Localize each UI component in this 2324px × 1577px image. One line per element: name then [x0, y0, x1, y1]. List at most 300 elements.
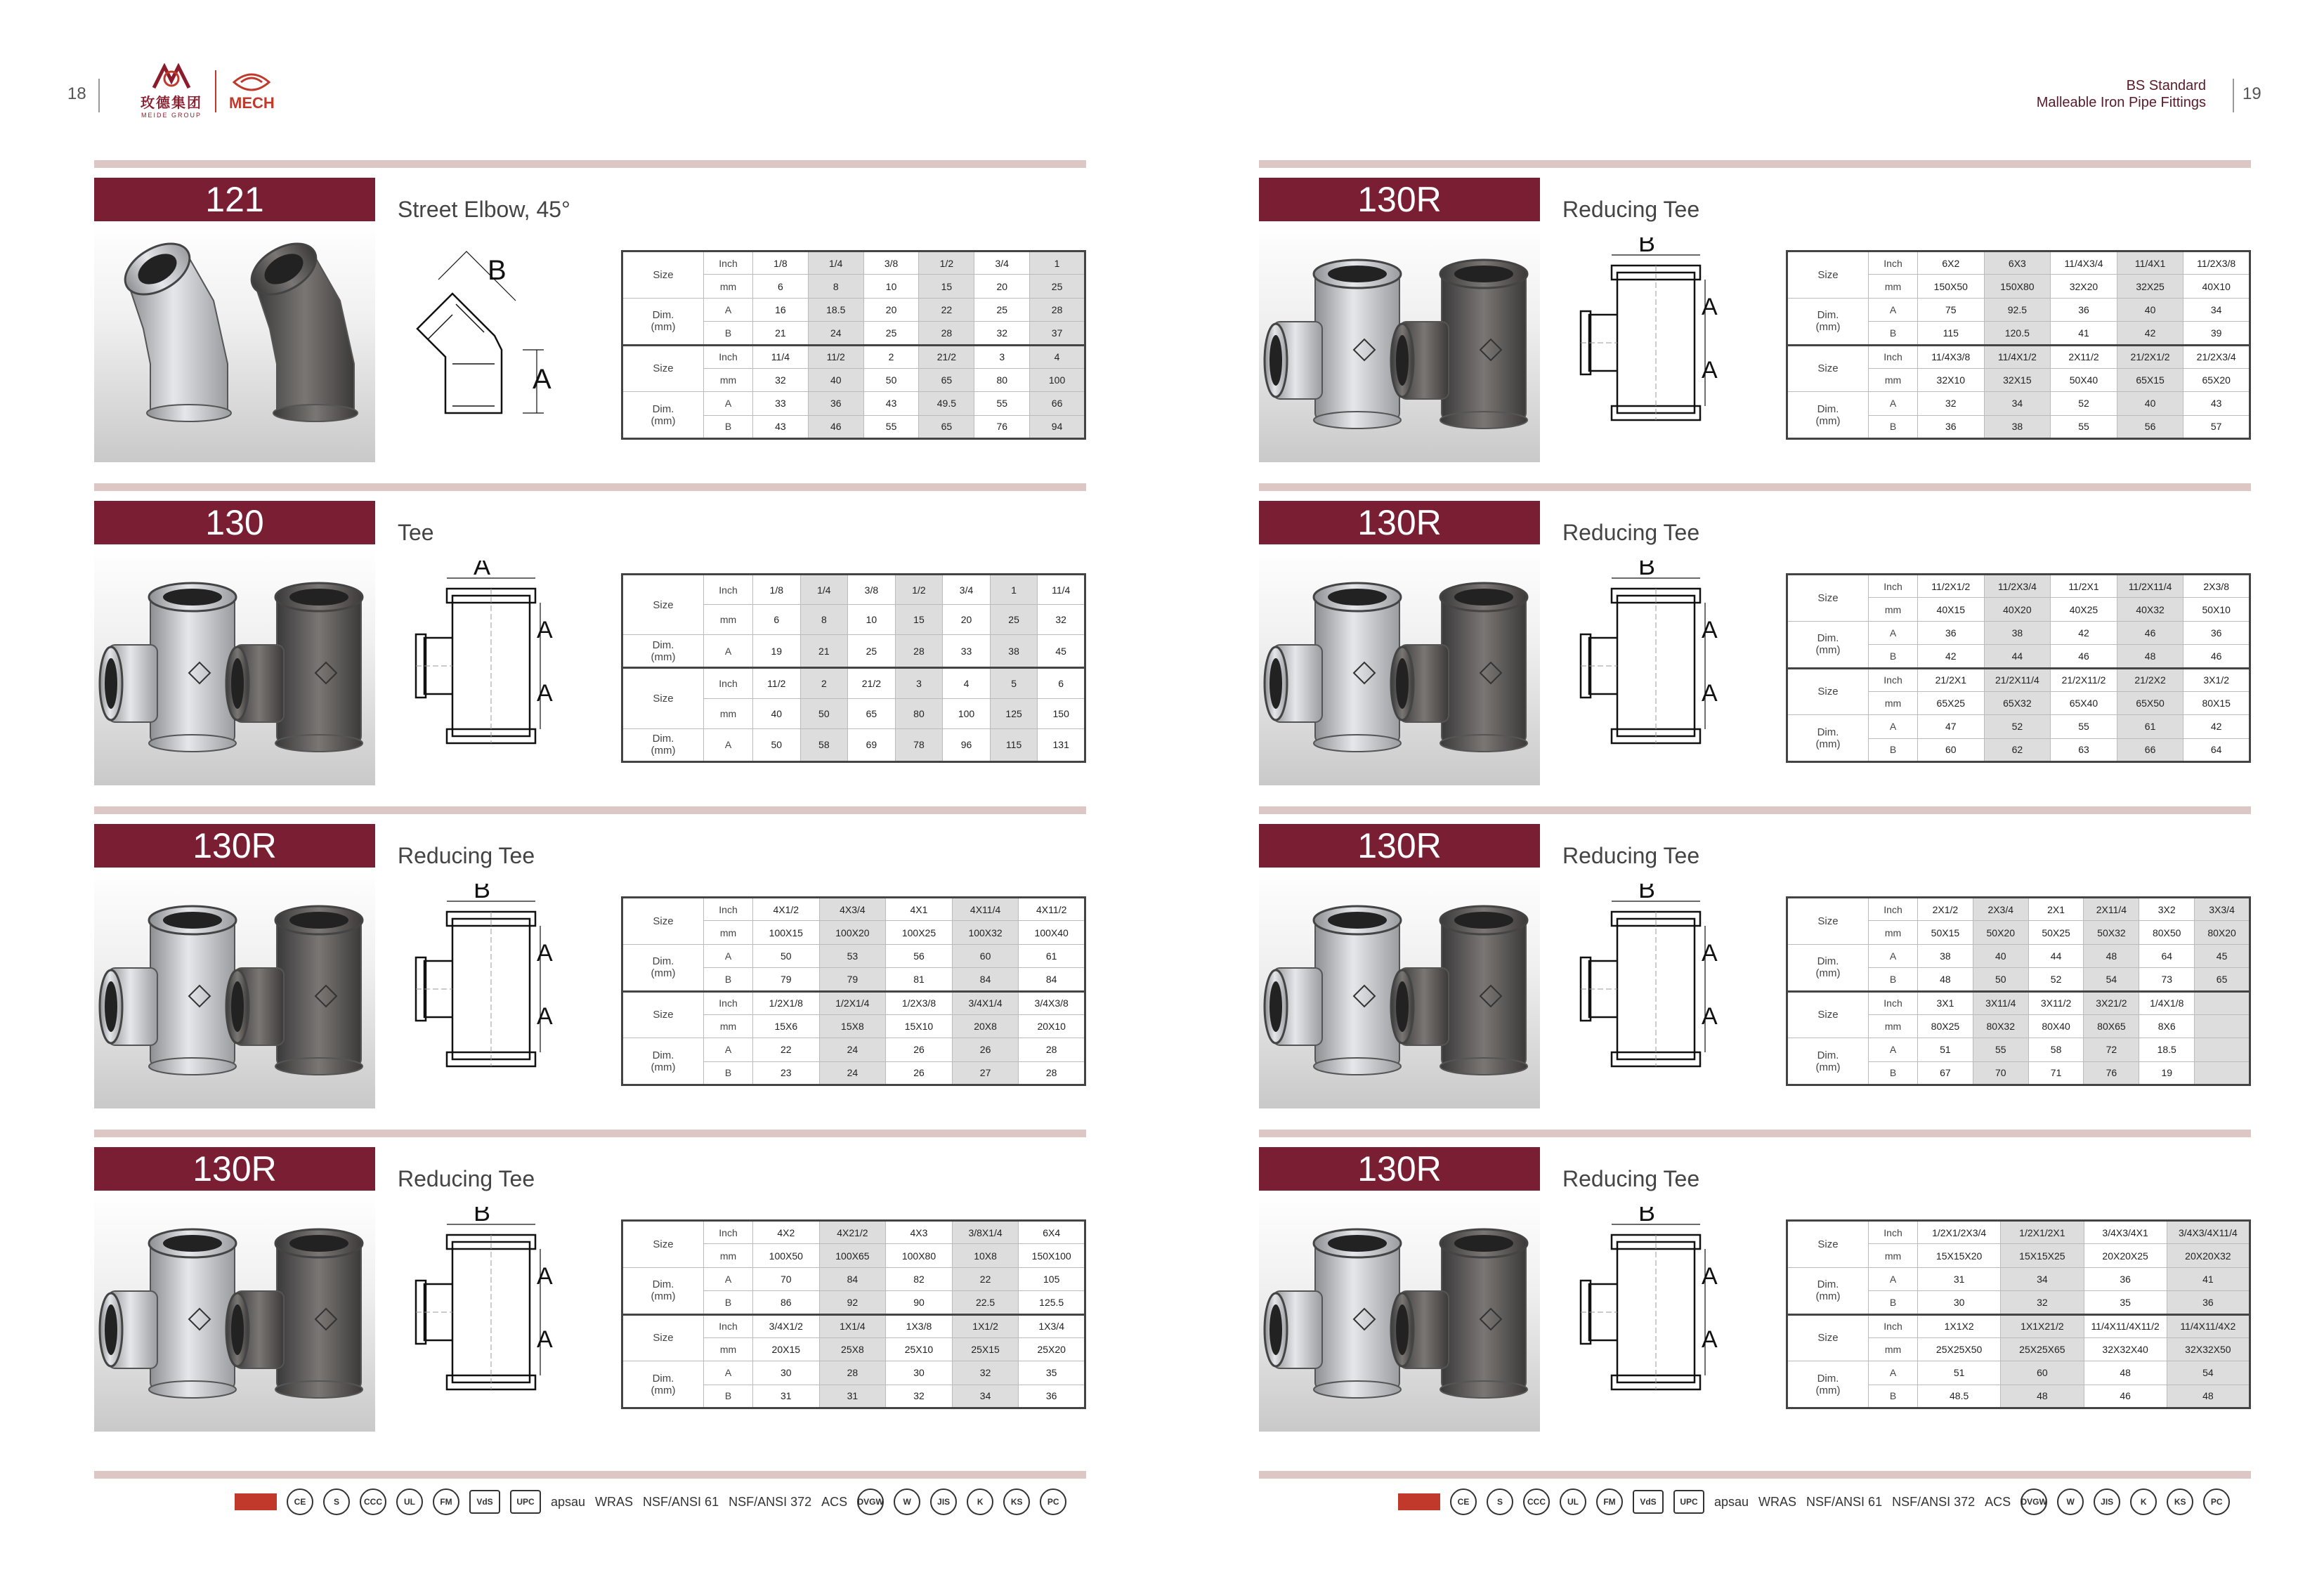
dim-cell: 51	[1918, 1361, 2001, 1385]
inch-cell: 11/2	[753, 668, 801, 698]
size-label: Size	[1787, 898, 1869, 945]
product-photo-svg	[94, 223, 375, 462]
dim-cell: 81	[886, 968, 953, 991]
section-top-bar	[1259, 483, 2251, 491]
dim-cell: 54	[2167, 1361, 2250, 1385]
mm-cell	[2195, 1014, 2250, 1038]
dim-text: Dim.	[1817, 726, 1839, 738]
mm-cell: 32X25	[2117, 275, 2183, 298]
dim-cell: 22	[919, 298, 974, 321]
product-section	[1259, 160, 2251, 483]
dim-text: Dim.	[652, 1372, 674, 1385]
dim-cell: 57	[2183, 415, 2250, 438]
cert-pc-icon: PC	[1040, 1488, 1066, 1515]
mm-label: mm	[704, 1014, 753, 1038]
inch-cell: 1X1/2	[952, 1314, 1019, 1337]
cert-fm-icon: FM	[1596, 1488, 1623, 1515]
inch-cell: 11/4X11/4X2	[2167, 1314, 2250, 1337]
dim-text: Dim.	[1817, 1278, 1839, 1291]
dim-cell: 48	[2167, 1385, 2250, 1408]
mm-label: mm	[1869, 598, 1918, 621]
dim-unit: (mm)	[1815, 738, 1841, 750]
dim-cell: 36	[2051, 298, 2117, 321]
dim-cell: 43	[863, 392, 919, 415]
inch-cell: 3/4X3/8	[1019, 991, 1085, 1014]
inch-label: Inch	[704, 668, 753, 698]
dim-cell: 24	[819, 1061, 886, 1085]
dim-cell: 84	[819, 1267, 886, 1290]
inch-cell: 4X3	[886, 1221, 953, 1244]
cert-acs-icon: ACS	[1985, 1494, 2011, 1509]
size-label: Size	[1787, 991, 1869, 1038]
product-title: Street Elbow, 45°	[398, 197, 570, 222]
dim-label-a-upper: A	[1702, 294, 1718, 320]
inch-label: Inch	[1869, 1314, 1918, 1337]
inch-cell: 3X1/2	[2183, 668, 2250, 691]
dim-cell: 22	[753, 1038, 820, 1061]
dim-cell: 40	[2117, 392, 2183, 415]
dim-cell: 19	[2139, 1061, 2195, 1085]
inch-cell: 4X1	[886, 898, 953, 921]
dim-cell	[2195, 1038, 2250, 1061]
dim-cell: 46	[808, 415, 863, 438]
mm-cell: 32X10	[1918, 368, 1985, 391]
cert-wras-icon: WRAS	[1758, 1494, 1797, 1509]
cert-apsau-icon: apsau	[1714, 1494, 1749, 1509]
dim-cell: 48	[2084, 944, 2139, 967]
dim-key: A	[704, 635, 753, 668]
black-fitting	[1391, 1229, 1527, 1398]
product-code: 130R	[1259, 501, 1540, 544]
mm-label: mm	[1869, 368, 1918, 391]
inch-cell: 3X3/4	[2195, 898, 2250, 921]
product-section	[94, 806, 1086, 1130]
dim-cell: 42	[2183, 715, 2250, 738]
inch-cell: 1/4X1/8	[2139, 991, 2195, 1014]
dimension-drawing-svg	[1568, 884, 1723, 1080]
black-fitting	[243, 233, 358, 421]
inch-cell: 2X3/4	[1973, 898, 2028, 921]
mm-cell: 150	[1038, 698, 1085, 728]
section-top-bar	[94, 483, 1086, 491]
mm-cell: 15X15X20	[1918, 1244, 2001, 1267]
inch-cell: 11/2X1	[2051, 575, 2117, 598]
inch-cell: 6X3	[1984, 251, 2051, 275]
inch-cell: 3X11/4	[1973, 991, 2028, 1014]
dim-cell: 23	[753, 1061, 820, 1085]
spec-table	[621, 1219, 1086, 1409]
dim-key: B	[704, 1291, 753, 1314]
mm-cell: 50X20	[1973, 921, 2028, 944]
dim-key: B	[1869, 1061, 1918, 1085]
dim-key: A	[1869, 621, 1918, 644]
inch-row	[622, 898, 1085, 921]
dim-cell: 55	[1973, 1038, 2028, 1061]
dim-cell: 90	[886, 1291, 953, 1314]
dim-cell: 48.5	[1918, 1385, 2001, 1408]
inch-cell: 3/4X3/4X11/4	[2167, 1221, 2250, 1244]
inch-cell: 1	[990, 575, 1038, 605]
dim-unit: (mm)	[1815, 967, 1841, 980]
dim-cell: 27	[952, 1061, 1019, 1085]
dim-label	[622, 635, 704, 668]
dim-label	[622, 728, 704, 761]
inch-cell: 3	[895, 668, 943, 698]
dim-cell: 38	[1984, 415, 2051, 438]
dimension-drawing	[1568, 561, 1723, 757]
dim-cell: 18.5	[808, 298, 863, 321]
dim-cell	[2195, 1061, 2250, 1085]
dim-unit: (mm)	[651, 650, 676, 663]
inch-cell: 4X2	[753, 1221, 820, 1244]
product-photo-svg	[94, 547, 375, 785]
mm-cell: 8X6	[2139, 1014, 2195, 1038]
dim-text: Dim.	[652, 733, 674, 745]
dim-key: A	[704, 728, 753, 761]
dim-cell: 44	[2028, 944, 2084, 967]
cert-jis-icon: JIS	[930, 1488, 957, 1515]
dim-unit: (mm)	[651, 321, 676, 334]
dimension-drawing	[403, 237, 558, 434]
size-label: Size	[622, 1314, 704, 1361]
mm-cell: 32X32X40	[2084, 1337, 2167, 1361]
dim-cell: 30	[886, 1361, 953, 1385]
dimension-drawing-svg	[1568, 1207, 1723, 1403]
mm-cell: 32X32X50	[2167, 1337, 2250, 1361]
cert-ks-icon: KS	[1003, 1488, 1030, 1515]
dim-cell: 52	[2028, 968, 2084, 991]
mm-cell: 40X10	[2183, 275, 2250, 298]
dim-row-a	[622, 392, 1085, 415]
dim-cell: 48	[1918, 968, 1973, 991]
product-photo	[94, 1193, 375, 1432]
size-label: Size	[622, 668, 704, 728]
cert-ce-icon: CE	[287, 1488, 313, 1515]
mm-label: mm	[704, 605, 753, 635]
mm-cell: 65X40	[2051, 691, 2117, 714]
mm-cell: 80X15	[2183, 691, 2250, 714]
dim-cell: 33	[753, 392, 809, 415]
inch-cell: 6X2	[1918, 251, 1985, 275]
dim-cell: 47	[1918, 715, 1985, 738]
mm-cell: 80X25	[1918, 1014, 1973, 1038]
dim-cell: 115	[1918, 322, 1985, 345]
dim-text: Dim.	[652, 955, 674, 968]
dim-cell: 35	[2084, 1291, 2167, 1314]
dim-cell: 58	[800, 728, 848, 761]
dim-label-a-upper: A	[537, 1263, 553, 1290]
galvanized-fitting	[1265, 906, 1401, 1075]
mm-label: mm	[704, 1337, 753, 1361]
mm-label: mm	[704, 698, 753, 728]
inch-cell: 2X11/4	[2084, 898, 2139, 921]
dim-label-top-b: B	[1638, 884, 1656, 903]
dim-cell: 22.5	[952, 1291, 1019, 1314]
dim-row-a	[622, 298, 1085, 321]
dim-cell: 32	[952, 1361, 1019, 1385]
dim-row-a	[1787, 298, 2250, 321]
mm-cell: 25X15	[952, 1337, 1019, 1361]
size-label: Size	[622, 991, 704, 1038]
mm-cell: 15X10	[886, 1014, 953, 1038]
inch-cell: 3/4X1/2	[753, 1314, 820, 1337]
dim-cell: 45	[1038, 635, 1085, 668]
dim-cell: 60	[1918, 738, 1985, 761]
inch-label: Inch	[1869, 251, 1918, 275]
bottom-bar	[1259, 1471, 2251, 1479]
mm-cell: 20X20X32	[2167, 1244, 2250, 1267]
logo-divider	[215, 70, 216, 112]
dim-cell: 60	[2001, 1361, 2084, 1385]
standard-heading	[2037, 77, 2206, 111]
dim-label-top-b: B	[1638, 237, 1656, 257]
dim-cell: 70	[753, 1267, 820, 1290]
inch-cell: 2X3/8	[2183, 575, 2250, 598]
dim-row-a	[622, 1038, 1085, 1061]
dim-row-a	[1787, 1038, 2250, 1061]
dim-cell: 62	[1984, 738, 2051, 761]
dim-cell: 52	[1984, 715, 2051, 738]
size-label: Size	[1787, 251, 1869, 299]
mm-cell: 150X50	[1918, 275, 1985, 298]
inch-cell: 2X1/2	[1918, 898, 1973, 921]
mm-cell: 100	[1030, 368, 1085, 391]
inch-cell: 1X1/4	[819, 1314, 886, 1337]
dim-cell: 86	[753, 1291, 820, 1314]
dim-text: Dim.	[652, 1278, 674, 1291]
mm-label: mm	[1869, 275, 1918, 298]
size-label: Size	[1787, 668, 1869, 715]
dim-unit: (mm)	[1815, 1290, 1841, 1303]
spec-table	[621, 250, 1086, 440]
dim-cell: 42	[2051, 621, 2117, 644]
dim-key: A	[704, 392, 753, 415]
dim-cell: 32	[974, 322, 1030, 345]
mm-cell: 8	[808, 275, 863, 298]
dim-key: A	[704, 1361, 753, 1385]
black-fitting	[226, 583, 363, 752]
dim-label	[1787, 1361, 1869, 1408]
dim-cell: 25	[863, 322, 919, 345]
meide-logo-icon	[150, 63, 192, 91]
dim-cell: 36	[1019, 1385, 1085, 1408]
dim-label-a-upper: A	[537, 940, 553, 967]
dim-cell: 58	[2028, 1038, 2084, 1061]
dimension-drawing	[1568, 884, 1723, 1080]
dim-row-a	[1787, 1361, 2250, 1385]
mm-cell: 50	[800, 698, 848, 728]
mm-cell: 20X8	[952, 1014, 1019, 1038]
inch-cell: 1X1X2	[1918, 1314, 2001, 1337]
inch-cell: 3	[974, 345, 1030, 368]
cert-pc-icon: PC	[2203, 1488, 2230, 1515]
dim-row-a	[1787, 621, 2250, 644]
inch-row	[1787, 668, 2250, 691]
dim-row-a	[1787, 944, 2250, 967]
black-fitting	[1391, 260, 1527, 428]
dim-unit: (mm)	[651, 967, 676, 980]
dim-key: A	[704, 1267, 753, 1290]
dim-cell: 65	[2195, 968, 2250, 991]
inch-cell: 2	[800, 668, 848, 698]
dim-key: A	[1869, 1038, 1918, 1061]
dim-cell: 56	[2117, 415, 2183, 438]
dim-cell: 49.5	[919, 392, 974, 415]
dim-label	[622, 944, 704, 991]
dim-text: Dim.	[652, 1049, 674, 1061]
inch-cell: 21/2X1	[1918, 668, 1985, 691]
cert-nsf-ansi-372-icon: NSF/ANSI 372	[1892, 1494, 1976, 1509]
dim-label-a: A	[533, 364, 551, 395]
dim-cell: 64	[2139, 944, 2195, 967]
inch-cell: 1/2X3/8	[886, 991, 953, 1014]
inch-row	[622, 345, 1085, 368]
cert-dvgw-icon: DVGW	[2021, 1488, 2047, 1515]
inch-cell: 21/2	[848, 668, 896, 698]
inch-label: Inch	[1869, 575, 1918, 598]
inch-cell: 3/4	[943, 575, 991, 605]
dim-text: Dim.	[1817, 632, 1839, 645]
dim-label	[1787, 298, 1869, 345]
inch-row	[1787, 345, 2250, 368]
product-section	[1259, 806, 2251, 1130]
mm-cell: 100X25	[886, 921, 953, 944]
dim-key: B	[1869, 968, 1918, 991]
mm-cell: 25X8	[819, 1337, 886, 1361]
dim-cell: 61	[1019, 944, 1085, 967]
inch-cell: 4X1/2	[753, 898, 820, 921]
dim-label-top-b: B	[1638, 1207, 1656, 1226]
product-title: Reducing Tee	[398, 843, 535, 868]
dim-cell: 46	[2051, 645, 2117, 668]
dim-cell: 32	[2001, 1291, 2084, 1314]
inch-label: Inch	[704, 1221, 753, 1244]
dim-cell: 38	[990, 635, 1038, 668]
galvanized-fitting	[1265, 583, 1401, 752]
header-divider	[98, 79, 100, 112]
dim-cell: 25	[848, 635, 896, 668]
dim-cell: 34	[2001, 1267, 2084, 1290]
mm-cell: 80X50	[2139, 921, 2195, 944]
dim-text: Dim.	[652, 309, 674, 322]
cert-w-icon: W	[894, 1488, 920, 1515]
mm-cell: 50	[863, 368, 919, 391]
dim-label	[1787, 392, 1869, 439]
dim-cell: 40	[1973, 944, 2028, 967]
product-photo-svg	[1259, 223, 1540, 462]
dim-cell: 36	[2084, 1267, 2167, 1290]
product-code: 130R	[1259, 824, 1540, 868]
dim-label	[622, 1038, 704, 1085]
inch-row	[1787, 1314, 2250, 1337]
dim-label-a-lower: A	[1702, 1326, 1718, 1353]
dimension-drawing	[403, 561, 558, 757]
dim-cell: 75	[1918, 298, 1985, 321]
mm-cell: 20	[943, 605, 991, 635]
dim-cell: 44	[1984, 645, 2051, 668]
product-code: 130R	[94, 1147, 375, 1191]
dim-row-a	[622, 944, 1085, 967]
inch-row	[1787, 898, 2250, 921]
black-fitting	[1391, 583, 1527, 752]
dim-cell: 35	[1019, 1361, 1085, 1385]
dimension-drawing	[403, 1207, 558, 1403]
dim-label	[1787, 621, 1869, 668]
inch-cell: 4X21/2	[819, 1221, 886, 1244]
dim-label-top-a: A	[474, 561, 491, 580]
inch-cell: 4X3/4	[819, 898, 886, 921]
dim-unit: (mm)	[1815, 1061, 1841, 1073]
inch-cell: 3/4	[974, 251, 1030, 275]
dim-key: B	[1869, 1291, 1918, 1314]
inch-cell: 3/4X1/4	[952, 991, 1019, 1014]
mm-cell: 6	[753, 275, 809, 298]
inch-cell: 11/4	[753, 345, 809, 368]
mm-label: mm	[1869, 691, 1918, 714]
mm-cell: 10	[848, 605, 896, 635]
section-top-bar	[1259, 1130, 2251, 1137]
cert-vds-icon: VdS	[469, 1490, 500, 1514]
mm-cell: 50X40	[2051, 368, 2117, 391]
dim-key: A	[1869, 715, 1918, 738]
dim-label-a-lower: A	[537, 680, 553, 707]
dim-cell: 43	[753, 415, 809, 438]
cert-flag-icon	[235, 1493, 277, 1510]
dim-cell: 30	[753, 1361, 820, 1385]
section-top-bar	[1259, 160, 2251, 168]
dim-cell: 66	[1030, 392, 1085, 415]
dim-cell: 71	[2028, 1061, 2084, 1085]
dim-cell: 79	[753, 968, 820, 991]
mm-cell: 10	[863, 275, 919, 298]
dim-cell: 38	[1984, 621, 2051, 644]
dim-label-a-lower: A	[537, 1003, 553, 1030]
inch-label: Inch	[1869, 345, 1918, 368]
dim-label-a-lower: A	[1702, 1003, 1718, 1030]
dim-label	[1787, 944, 1869, 991]
mm-cell: 80	[895, 698, 943, 728]
dim-cell: 55	[974, 392, 1030, 415]
mm-cell: 100X20	[819, 921, 886, 944]
cert-ce-icon: CE	[1450, 1488, 1477, 1515]
cert-ul-icon: UL	[1560, 1488, 1586, 1515]
product-photo	[94, 223, 375, 462]
dim-label	[622, 298, 704, 345]
inch-cell: 1X1X21/2	[2001, 1314, 2084, 1337]
cert-ccc-icon: CCC	[360, 1488, 386, 1515]
cert-acs-icon: ACS	[821, 1494, 848, 1509]
dim-cell: 60	[952, 944, 1019, 967]
dim-key: B	[704, 1061, 753, 1085]
inch-cell: 4	[1030, 345, 1085, 368]
dim-cell: 36	[2167, 1291, 2250, 1314]
dim-cell: 43	[2183, 392, 2250, 415]
mm-cell: 100X50	[753, 1244, 820, 1267]
dim-cell: 73	[2139, 968, 2195, 991]
mm-cell: 100X65	[819, 1244, 886, 1267]
dim-cell: 50	[753, 728, 801, 761]
dim-cell: 32	[1918, 392, 1985, 415]
mm-cell: 32	[753, 368, 809, 391]
inch-cell: 11/2X3/4	[1984, 575, 2051, 598]
cert-ccc-icon: CCC	[1523, 1488, 1550, 1515]
product-photo-svg	[94, 870, 375, 1108]
cert-upc-icon: UPC	[510, 1490, 541, 1514]
inch-cell: 6	[1038, 668, 1085, 698]
cert-ul-icon: UL	[396, 1488, 423, 1515]
inch-cell: 4X11/2	[1019, 898, 1085, 921]
dim-key: A	[704, 1038, 753, 1061]
